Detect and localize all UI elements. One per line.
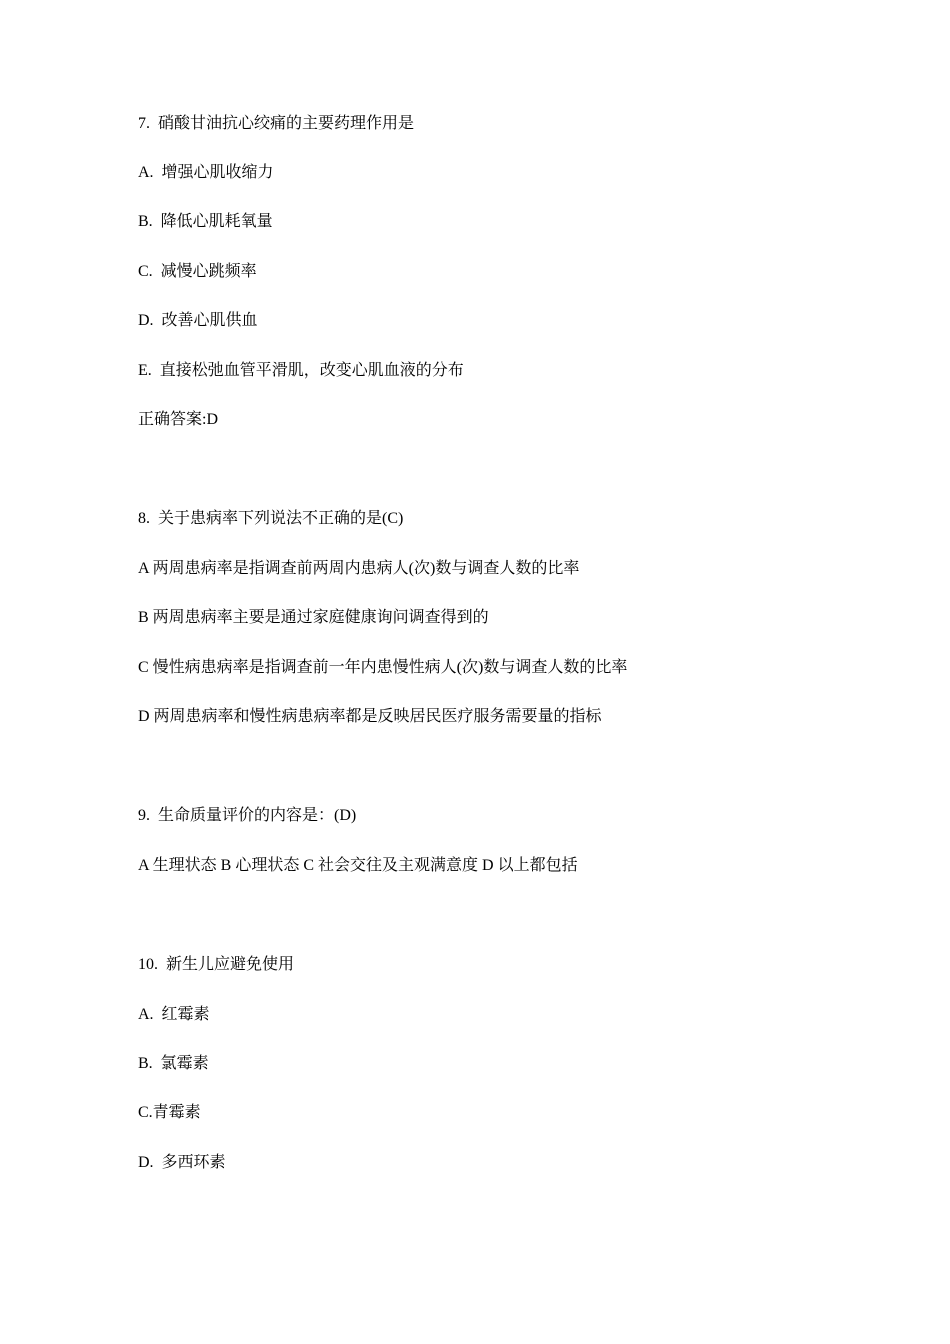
question-7-option-e: E. 直接松弛血管平滑肌，改变心肌血液的分布 [138,362,464,379]
question-10-option-a: A. 红霉素 [138,1006,210,1023]
question-8-option-d: D 两周患病率和慢性病患病率都是反映居民医疗服务需要量的指标 [138,708,602,725]
question-10-option-b: B. 氯霉素 [138,1055,209,1072]
question-7-stem: 7. 硝酸甘油抗心绞痛的主要药理作用是 [138,115,415,132]
question-10-option-c: C.青霉素 [138,1104,201,1121]
question-7-option-b: B. 降低心肌耗氧量 [138,213,273,230]
question-10-stem: 10. 新生儿应避免使用 [138,956,295,973]
question-7-option-c: C. 减慢心跳频率 [138,263,257,280]
question-10-option-d: D. 多西环素 [138,1154,226,1171]
question-7-option-a: A. 增强心肌收缩力 [138,164,274,181]
question-8-stem: 8. 关于患病率下列说法不正确的是(C) [138,510,404,527]
question-9-stem: 9. 生命质量评价的内容是：(D) [138,807,357,824]
question-9-options: A 生理状态 B 心理状态 C 社会交往及主观满意度 D 以上都包括 [138,857,578,874]
question-7-answer: 正确答案:D [138,411,219,428]
question-7-option-d: D. 改善心肌供血 [138,312,258,329]
question-8-option-a: A 两周患病率是指调查前两周内患病人(次)数与调查人数的比率 [138,560,580,577]
question-8-option-b: B 两周患病率主要是通过家庭健康询问调查得到的 [138,609,489,626]
question-8-option-c: C 慢性病患病率是指调查前一年内患慢性病人(次)数与调查人数的比率 [138,659,628,676]
